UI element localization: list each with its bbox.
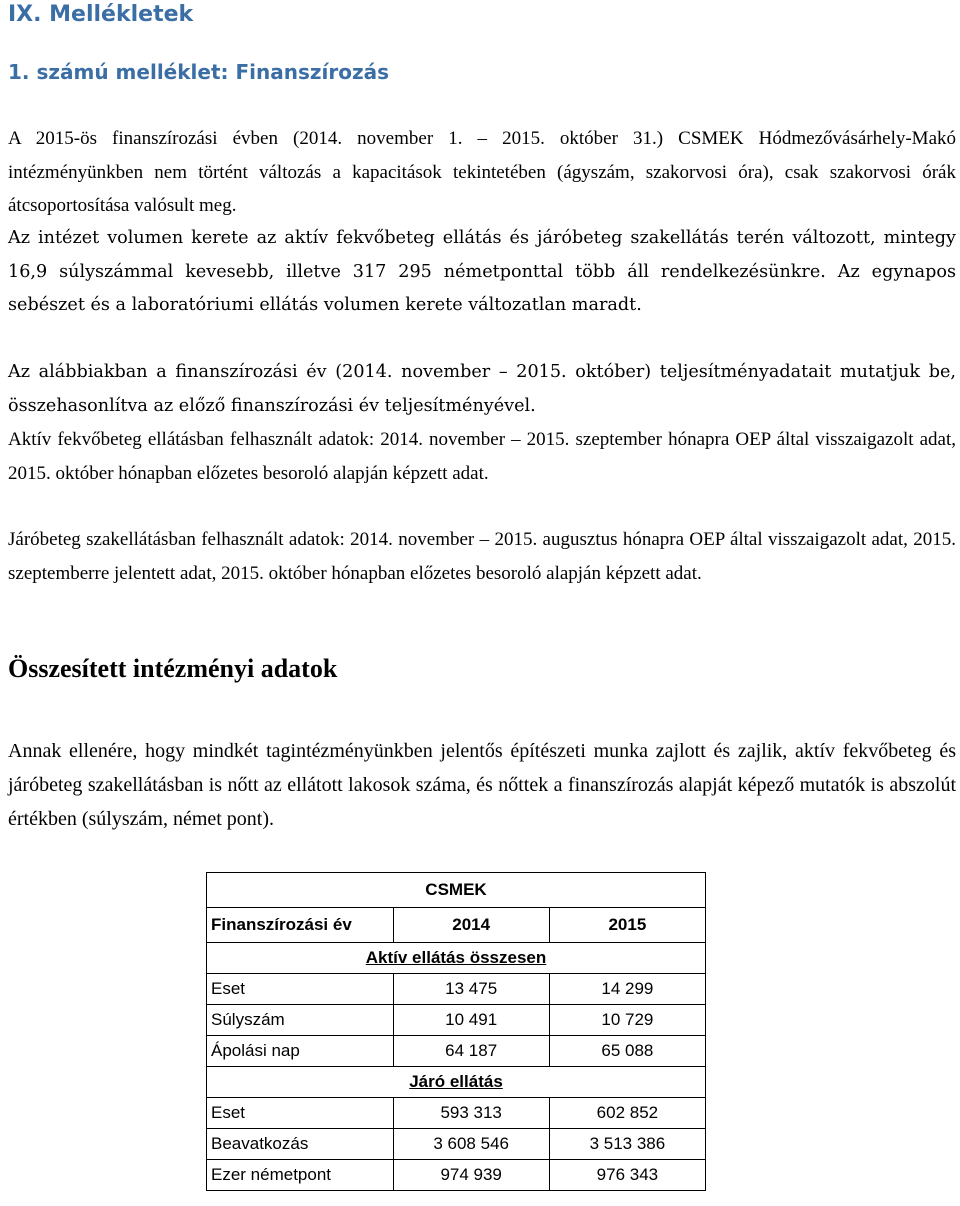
section-title-active: Aktív ellátás összesen — [207, 943, 706, 974]
cell-2014: 13 475 — [393, 974, 549, 1005]
table-row — [207, 1098, 706, 1129]
paragraph-volume: Az intézet volumen kerete az aktív fekvőbeteg ellátás és járóbeteg szakellátás terén változott, mintegy 16,9 súlyszámmal kevesebb, illetve 317 295 németponttal több áll rendelkezésünkre. Az egynapos sebészet és a laboratóriumi ellátás volumen kerete változatlan maradt. — [8, 228, 956, 315]
year-label: Finanszírozási év — [207, 908, 394, 943]
cell-2015: 976 343 — [549, 1160, 705, 1191]
table-row — [207, 974, 706, 1005]
cell-2015: 14 299 — [549, 974, 705, 1005]
section-row — [207, 1067, 706, 1098]
cell-2014: 593 313 — [393, 1098, 549, 1129]
table-row — [207, 1129, 706, 1160]
table-row — [207, 1036, 706, 1067]
cell-2015: 10 729 — [549, 1005, 705, 1036]
row-label: Eset — [207, 974, 394, 1005]
year-2014: 2014 — [393, 908, 549, 943]
row-label: Ápolási nap — [207, 1036, 394, 1067]
row-label: Ezer németpont — [207, 1160, 394, 1191]
cell-2014: 974 939 — [393, 1160, 549, 1191]
table-title-row — [207, 873, 706, 908]
chapter-heading: IX. Mellékletek — [8, 2, 194, 27]
csmek-table — [206, 872, 706, 1191]
paragraph-inpatient-data: Aktív fekvőbeteg ellátásban felhasznált adatok: 2014. november – 2015. szeptember hónapra OEP által visszaigazolt adat, 2015. október hónapban előzetes besoroló alapján képzett adat. — [8, 429, 956, 484]
table-year-row — [207, 908, 706, 943]
row-label: Eset — [207, 1098, 394, 1129]
cell-2015: 602 852 — [549, 1098, 705, 1129]
cell-2014: 3 608 546 — [393, 1129, 549, 1160]
cell-2015: 3 513 386 — [549, 1129, 705, 1160]
paragraph-outpatient-data: Járóbeteg szakellátásban felhasznált adatok: 2014. november – 2015. augusztus hónapra OEP által visszaigazolt adat, 2015. szeptemberre jelentett adat, 2015. október hónapban előzetes besoroló alapján képzett adat. — [8, 529, 956, 584]
section-title-outpatient: Járó ellátás — [207, 1067, 706, 1098]
section-row — [207, 943, 706, 974]
cell-2015: 65 088 — [549, 1036, 705, 1067]
row-label: Beavatkozás — [207, 1129, 394, 1160]
table-row — [207, 1005, 706, 1036]
table-title: CSMEK — [207, 873, 706, 908]
cell-2014: 64 187 — [393, 1036, 549, 1067]
row-label: Súlyszám — [207, 1005, 394, 1036]
year-2015: 2015 — [549, 908, 705, 943]
annex-heading: 1. számú melléklet: Finanszírozás — [8, 60, 390, 84]
paragraph-performance-intro: Az alábbiakban a finanszírozási év (2014. november – 2015. október) teljesítményadatait mutatjuk be, összehasonlítva az előző finanszírozási év teljesítményével. — [8, 362, 956, 416]
summary-heading: Összesített intézményi adatok — [8, 654, 338, 683]
paragraph-summary: Annak ellenére, hogy mindkét tagintézményünkben jelentős építészeti munka zajlott és zajlik, aktív fekvőbeteg és járóbeteg szakellátásban is nőtt az ellátott lakosok száma, és nőttek a finanszírozás alapját képező mutatók is abszolút értékben (súlyszám, német pont). — [8, 740, 956, 830]
table-row — [207, 1160, 706, 1191]
paragraph-capacity: A 2015-ös finanszírozási évben (2014. november 1. – 2015. október 31.) CSMEK Hódmezővásárhely-Makó intézményünkben nem történt változás a kapacitások tekintetében (ágyszám, szakorvosi óra), csak szakorvosi órák átcsoportosítása valósult meg. — [8, 128, 956, 216]
cell-2014: 10 491 — [393, 1005, 549, 1036]
